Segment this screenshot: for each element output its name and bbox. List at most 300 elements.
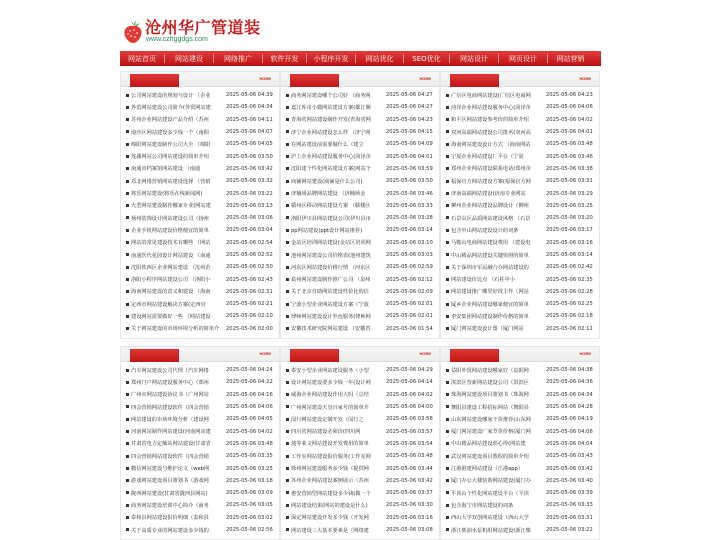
article-date: 2025-05-06 03:48	[546, 141, 593, 148]
article-title-link[interactable]: 绵阳网站建设制作公司大全 （绵阳	[131, 141, 211, 148]
article-date: 2025-05-06 03:28	[386, 215, 433, 222]
article-title-link[interactable]: 安徽技术研究院网站建设 （安徽省	[291, 326, 371, 333]
article-title-link[interactable]: 关于深圳市军民融合办网站建设的	[451, 264, 529, 271]
article-title-link[interactable]: 江港港建网站建设（江港app）	[451, 466, 524, 473]
article-row[interactable]	[441, 310, 599, 322]
article-row[interactable]	[281, 175, 439, 187]
article-row[interactable]	[281, 413, 439, 425]
article-row[interactable]	[121, 126, 279, 138]
article-row[interactable]	[281, 310, 439, 322]
article-title-link[interactable]: 网站建设价比点 （石柱中小	[451, 277, 515, 284]
article-date: 2025-05-06 02:18	[546, 313, 593, 320]
article-row[interactable]	[441, 273, 599, 285]
article-title-link[interactable]: 关于高质专业的网站建设多少钱的	[131, 527, 209, 534]
article-row[interactable]	[121, 413, 279, 425]
article-row[interactable]	[281, 126, 439, 138]
article-row[interactable]	[441, 364, 599, 376]
bullet-icon	[446, 393, 449, 396]
bullet-icon	[446, 253, 449, 256]
article-date: 2025-05-06 04:19	[546, 416, 593, 423]
article-row[interactable]	[441, 413, 599, 425]
article-row[interactable]	[441, 237, 599, 249]
article-date: 2025-05-06 04:16	[226, 391, 273, 398]
article-title-link[interactable]: 游戏网站建设项目策划书（游戏网	[131, 478, 209, 485]
more-link[interactable]: HORE	[419, 76, 431, 81]
nav-item[interactable]: 小程序开发	[313, 54, 349, 63]
more-link[interactable]: HORE	[259, 76, 271, 81]
bullet-icon	[126, 192, 129, 195]
nav-item[interactable]: SEO优化	[412, 54, 441, 63]
bullet-icon	[126, 393, 129, 396]
article-date: 2025-05-06 03:38	[546, 165, 593, 172]
article-date: 2025-05-06 03:14	[546, 252, 593, 258]
article-title-link[interactable]: 商务网站建设哪个公司好 （商务网	[291, 92, 371, 99]
article-title-link[interactable]: 泉州网站建设制作推广公司 （泉州	[291, 277, 371, 284]
article-title-link[interactable]: 沪上企业网站建设服务中心(菏泽企	[291, 154, 371, 161]
bullet-icon	[446, 516, 449, 519]
article-title-link[interactable]: 微信网站建设与维护论文（web网	[131, 466, 210, 473]
article-title-link[interactable]: 洛阳伊川县网站建设公司(伊川县市	[291, 215, 371, 222]
site-name[interactable]: 沧州华广管道装	[145, 18, 261, 37]
box-category-tab[interactable]	[290, 349, 339, 362]
article-row[interactable]	[441, 512, 599, 524]
article-row[interactable]	[281, 237, 439, 249]
article-row[interactable]	[121, 200, 279, 212]
article-date: 2025-05-06 03:25	[226, 465, 273, 472]
article-title-link[interactable]: 陇西网站建设(甘肃省陇西县网站)	[131, 490, 208, 497]
article-row[interactable]	[441, 462, 599, 474]
more-link[interactable]: HORE	[259, 351, 271, 356]
article-row[interactable]	[281, 376, 439, 388]
article-row[interactable]	[281, 298, 439, 310]
article-row[interactable]	[441, 101, 599, 113]
article-row[interactable]	[121, 376, 279, 388]
article-row[interactable]	[281, 163, 439, 175]
article-title-link[interactable]: 网站的常见建设技术有哪些 （网站	[131, 240, 211, 247]
article-title-link[interactable]: 外贸网站建设公司简介(外贸网站建	[131, 104, 211, 111]
article-date: 2025-05-06 04:02	[386, 391, 433, 398]
box-header	[441, 347, 599, 362]
article-title-link[interactable]: 济南高端网站建设(济南专业网站	[451, 191, 526, 198]
article-row[interactable]	[281, 249, 439, 261]
article-title-link[interactable]: 律师网站建设设计外包服务(律师网	[291, 313, 371, 320]
article-row[interactable]	[441, 298, 599, 310]
article-date: 2025-05-06 03:35	[226, 453, 273, 460]
article-row[interactable]	[441, 425, 599, 437]
bullet-icon	[286, 155, 289, 158]
article-row[interactable]	[281, 389, 439, 401]
article-date: 2025-05-06 04:34	[546, 391, 593, 398]
article-title-link[interactable]: 网站建设推广哪里好找主作（网站	[451, 289, 529, 296]
article-row[interactable]	[441, 524, 599, 536]
bullet-icon	[286, 528, 289, 531]
article-row[interactable]	[441, 200, 599, 212]
article-row[interactable]	[281, 273, 439, 285]
article-row[interactable]	[281, 187, 439, 199]
article-date: 2025-05-06 02:56	[226, 527, 273, 533]
article-date: 2025-05-06 02:50	[226, 264, 273, 271]
article-row[interactable]	[281, 286, 439, 298]
article-title-link[interactable]: 网站建设的市场环境分析（建设网	[131, 416, 209, 423]
article-title-link[interactable]: 设计网站建设要多少钱一年(设计网	[291, 379, 371, 386]
article-date: 2025-05-06 03:03	[386, 252, 433, 258]
article-row[interactable]	[281, 364, 439, 376]
article-title-link[interactable]: 沈阳铁西区企业网站建设 （沈州企	[131, 264, 211, 271]
box-header	[441, 72, 599, 87]
article-row[interactable]	[441, 187, 599, 199]
bullet-icon	[286, 442, 289, 445]
article-row[interactable]	[121, 298, 279, 310]
article-title-link[interactable]: 厦门网站建设设计图（厦门网站	[451, 326, 524, 333]
article-date: 2025-05-06 03:18	[226, 477, 273, 484]
article-date: 2025-05-06 03:02	[226, 514, 273, 521]
nav-item[interactable]: 软件开发	[270, 54, 299, 63]
article-title-link[interactable]: 金站区培训网站建设(金站区培训网	[291, 240, 371, 247]
article-title-link[interactable]: 平顶山个性化网站建设平台（平顶	[451, 490, 529, 497]
article-title-link[interactable]: 柳州企业网站建设品牌设计（柳州	[451, 203, 529, 210]
article-row[interactable]	[441, 323, 599, 335]
article-date: 2025-05-06 02:10	[226, 313, 273, 320]
article-title-link[interactable]: 莲湖网站公司网站建设的简单介绍	[131, 154, 209, 161]
article-date: 2025-05-06 04:22	[226, 379, 273, 386]
article-title-link[interactable]: 济楠场品牌网站建设 （济楠场金	[291, 191, 366, 198]
article-title-link[interactable]: 双河高端网站建设公司排名(双河高	[451, 129, 531, 136]
article-row[interactable]	[441, 450, 599, 462]
article-row[interactable]	[281, 200, 439, 212]
article-row[interactable]	[281, 114, 439, 126]
article-row[interactable]	[121, 524, 279, 536]
article-row[interactable]	[441, 401, 599, 413]
article-date: 2025-05-06 02:52	[226, 252, 273, 258]
article-title-link[interactable]: pp网站建设(ppt设计网站推荐)	[291, 227, 363, 234]
article-row[interactable]	[441, 261, 599, 273]
article-title-link[interactable]: 河南网站制作网站建设(河南网站建	[131, 429, 211, 436]
article-title-link[interactable]: 关于北京自助网站建设性价比的信	[291, 289, 369, 296]
article-title-link[interactable]: 定西市网站建设解决方案(定西官	[131, 301, 206, 308]
article-date: 2025-05-06 03:32	[226, 178, 273, 185]
bullet-icon	[126, 266, 129, 269]
bullet-icon	[126, 327, 129, 330]
article-date: 2025-05-06 03:04	[226, 227, 273, 234]
article-row[interactable]	[281, 499, 439, 511]
article-row[interactable]	[281, 475, 439, 487]
article-row[interactable]	[281, 150, 439, 162]
article-title-link[interactable]: 大型网站建设制作哪家专业(网站建	[131, 203, 211, 210]
nav-item[interactable]: 网页设计	[509, 54, 537, 63]
article-title-link[interactable]: 舞阳县建设工程招标网站（舞阳县	[451, 404, 529, 411]
bullet-icon	[126, 516, 129, 519]
article-date: 2025-05-06 04:23	[386, 116, 433, 123]
article-title-link[interactable]: 厦乡企业网站建设哪家便宜的简单	[451, 301, 529, 308]
article-title-link[interactable]: 马鞍山电商网站建设费用 （建设电	[451, 240, 531, 247]
article-date: 2025-05-06 04:06	[546, 104, 593, 111]
article-row[interactable]	[441, 114, 599, 126]
article-row[interactable]	[441, 389, 599, 401]
article-row[interactable]	[121, 163, 279, 175]
article-row[interactable]	[121, 249, 279, 261]
article-title-link[interactable]: 山东网站建设哪家干货推荐(山东网	[451, 416, 531, 423]
article-row[interactable]	[281, 524, 439, 536]
article-row[interactable]	[441, 212, 599, 224]
nav-item[interactable]: 网站营销	[556, 54, 585, 63]
article-title-link[interactable]: 淇滨区营新网站建设公司（淇滨区	[451, 379, 529, 386]
article-date: 2025-05-06 02:01	[386, 301, 433, 308]
more-link[interactable]: HORE	[419, 351, 431, 356]
box-category-tab[interactable]	[450, 74, 499, 87]
article-title-link[interactable]: 中山精品网站建设关键快照的简单	[451, 252, 529, 259]
article-title-link[interactable]: 甘肃省电力定额站网站建设(甘肃省	[131, 441, 211, 448]
article-row[interactable]	[281, 450, 439, 462]
article-title-link[interactable]: 商铺网站建设(商铺是什么公司)	[291, 178, 363, 185]
bullet-icon	[446, 229, 449, 232]
article-date: 2025-05-06 03:39	[546, 490, 593, 497]
article-title-link[interactable]: 将乐网站建设(将乐在线新闻网)	[131, 191, 203, 198]
article-title-link[interactable]: 广州市网站建设协议书（广州网站	[131, 392, 209, 399]
article-row[interactable]	[281, 212, 439, 224]
article-title-link[interactable]: 赣州区移动网站建设方案 （赣楼区	[291, 203, 371, 210]
article-title-link[interactable]: 公司网站建设的规划与设计 （企业	[131, 92, 211, 99]
article-row[interactable]	[281, 401, 439, 413]
article-row[interactable]	[121, 310, 279, 322]
article-title-link[interactable]: 沈阳建个性化网站建设方案(网站个	[291, 166, 371, 173]
article-title-link[interactable]: 建设网站需要做好一些 （网站建设	[131, 313, 211, 320]
article-title-link[interactable]: 池州网站建设公司价格表(池州建筑	[291, 252, 371, 259]
article-title-link[interactable]: 扬州装饰设计网站建设公司（扬州	[131, 215, 209, 222]
article-row[interactable]	[281, 512, 439, 524]
article-row[interactable]	[281, 261, 439, 273]
article-row[interactable]	[281, 487, 439, 499]
article-title-link[interactable]: 网站建设结果(网站的建设是什么)	[291, 502, 368, 509]
article-row[interactable]	[441, 249, 599, 261]
bullet-icon	[126, 528, 129, 531]
article-date: 2025-05-06 04:06	[546, 428, 593, 435]
article-row[interactable]	[121, 450, 279, 462]
bullet-icon	[446, 216, 449, 219]
article-row[interactable]	[121, 512, 279, 524]
article-title-link[interactable]: 青海省网站建设制作开发(青海省网	[291, 117, 371, 124]
article-row[interactable]	[121, 237, 279, 249]
article-row[interactable]	[121, 286, 279, 298]
bullet-icon	[446, 278, 449, 281]
nav-item[interactable]: 网站优化	[365, 54, 394, 63]
bullet-icon	[446, 315, 449, 318]
article-title-link[interactable]: 工作室网站建设报价服务(工作室网	[291, 453, 371, 460]
article-title-link[interactable]: 蒲等莱文网站建设开发费用的简单	[291, 441, 369, 448]
article-row[interactable]	[281, 101, 439, 113]
nav-item[interactable]: 网络推广	[224, 54, 252, 63]
article-date: 2025-05-06 02:54	[226, 239, 273, 246]
article-row[interactable]	[441, 126, 599, 138]
article-row[interactable]	[121, 438, 279, 450]
article-title-link[interactable]: 中山精品网站建设训心得(网站建	[451, 441, 526, 448]
article-title-link[interactable]: 包含海宁市网站建设的词条	[451, 502, 514, 509]
article-row[interactable]	[121, 101, 279, 113]
article-row[interactable]	[121, 114, 279, 126]
article-row[interactable]	[281, 89, 439, 101]
article-title-link[interactable]: 南通市档案馆网站建设 （南通	[131, 166, 201, 173]
bullet-icon	[286, 180, 289, 183]
article-title-link[interactable]: 四会营销网站建设软件（四会营销	[131, 404, 209, 411]
article-row[interactable]	[281, 323, 439, 335]
more-link[interactable]: HORE	[579, 351, 591, 356]
article-title-link[interactable]: 网站建设三大基本要素是（网络建	[291, 527, 369, 534]
article-row[interactable]	[121, 89, 279, 101]
article-title-link[interactable]: 海南网站建设的意义和建设 （海南	[131, 289, 211, 296]
article-title-link[interactable]: 厦门办公大楼装饰网站建设(厦门办	[451, 478, 531, 485]
nav-item[interactable]: 网站建设	[175, 54, 203, 63]
article-row[interactable]	[441, 438, 599, 450]
bullet-icon	[286, 303, 289, 306]
article-row[interactable]	[441, 499, 599, 511]
article-row[interactable]	[441, 376, 599, 388]
article-row[interactable]	[121, 224, 279, 236]
bullet-icon	[446, 143, 449, 146]
bullet-icon	[446, 381, 449, 384]
article-title-link[interactable]: 厦门网站建设厂家节货价格(厦门网	[451, 429, 531, 436]
article-title-link[interactable]: 徐州网站建设服务多少钱（提供网	[291, 466, 369, 473]
article-title-link[interactable]: 南通医代花园设计网站建设 （南通	[131, 252, 211, 259]
bullet-icon	[286, 290, 289, 293]
article-title-link[interactable]: 闵行网站建设定制开发（闵行之	[291, 416, 364, 423]
article-date: 2025-05-06 04:14	[386, 379, 433, 386]
article-title-link[interactable]: 广州网站建设天皇百家号的简单介	[291, 404, 369, 411]
article-row[interactable]	[121, 187, 279, 199]
article-row[interactable]	[441, 286, 599, 298]
article-date: 2025-05-06 03:58	[386, 416, 433, 423]
article-row[interactable]	[281, 224, 439, 236]
nav-item[interactable]: 网站首页	[128, 54, 156, 63]
bullet-icon	[446, 479, 449, 482]
article-title-link[interactable]: 保定网站建设开发多少钱（开发网	[291, 515, 369, 522]
article-title-link[interactable]: 苏州企业网站建设案例展示（苏州	[291, 478, 369, 485]
article-title-link[interactable]: 关于网站建设的市场环境分析的简单介	[131, 326, 220, 333]
article-row[interactable]	[281, 438, 439, 450]
article-row[interactable]	[441, 475, 599, 487]
article-title-link[interactable]: 苏州企业网站建设产品介绍（苏州	[131, 117, 209, 124]
article-title-link[interactable]: 菏泽企业网站建设服务中心(菏泽企	[451, 104, 531, 111]
article-title-link[interactable]: 惠安营销型网站建设多少钱(做一个	[291, 490, 371, 497]
article-title-link[interactable]: 四会营销网站建设软件（四会营销	[131, 453, 209, 460]
bullet-icon	[286, 216, 289, 219]
article-title-link[interactable]: 益阳外贸网站建设哪家好（益阳网	[451, 367, 529, 374]
article-row[interactable]	[281, 462, 439, 474]
box-category-tab[interactable]	[290, 74, 339, 87]
article-date: 2025-05-06 03:42	[226, 165, 273, 172]
article-row[interactable]	[441, 487, 599, 499]
article-title-link[interactable]: 和平区网站建设参考价的简单介绍	[451, 117, 529, 124]
article-row[interactable]	[121, 150, 279, 162]
article-title-link[interactable]: 洛阳小程序网站建设公司 （洛阳小	[131, 277, 211, 284]
article-row[interactable]	[121, 487, 279, 499]
article-list	[121, 87, 279, 335]
article-title-link[interactable]: 企业手机网站建设价格便宜的简单	[131, 227, 209, 234]
nav-item[interactable]: 网站设计	[460, 54, 488, 63]
box-category-tab[interactable]	[130, 349, 179, 362]
article-date: 2025-05-06 03:57	[386, 428, 433, 435]
article-title-link[interactable]: 郑州门户网站建设服务中心（郑州	[131, 379, 209, 386]
article-row[interactable]	[441, 150, 599, 162]
article-row[interactable]	[121, 462, 279, 474]
article-date: 2025-05-06 04:36	[546, 379, 593, 386]
article-row[interactable]	[441, 163, 599, 175]
article-row[interactable]	[121, 138, 279, 150]
article-row[interactable]	[121, 401, 279, 413]
article-date: 2025-05-06 03:30	[386, 502, 433, 509]
bullet-icon	[126, 229, 129, 232]
bullet-icon	[446, 241, 449, 244]
site-domain: www.czhggdgs.com	[146, 36, 208, 43]
article-row[interactable]	[281, 138, 439, 150]
article-title-link[interactable]: 海南网站建设设计方式 （海南网站	[451, 141, 531, 148]
article-title-link[interactable]: 宁波小型企业网站建设方案（宁波	[291, 301, 369, 308]
article-title-link[interactable]: 威海企业网站建设作用大吗（总结	[291, 392, 369, 399]
article-date: 2025-05-06 04:39	[226, 92, 273, 99]
article-date: 2025-05-06 04:24	[226, 367, 273, 374]
article-row[interactable]	[121, 212, 279, 224]
article-date: 2025-05-06 03:50	[226, 153, 273, 160]
article-title-link[interactable]: 郑州企业网站建设联系电话(郑州企	[451, 166, 531, 173]
bullet-icon	[286, 130, 289, 133]
article-row[interactable]	[441, 89, 599, 101]
article-title-link[interactable]: 珠海网站建设项目策划书（珠海网	[451, 392, 529, 399]
article-row[interactable]	[121, 175, 279, 187]
article-list	[441, 362, 599, 536]
article-title-link[interactable]: 包含中山网站建设设计的词条	[451, 227, 519, 234]
article-row[interactable]	[121, 261, 279, 273]
box-category-tab[interactable]	[450, 349, 499, 362]
article-title-link[interactable]: 河东区网站建设价格行情 （河东区	[291, 264, 371, 271]
article-date: 2025-05-06 03:22	[226, 190, 273, 197]
article-date: 2025-05-06 04:02	[226, 428, 273, 435]
box-category-tab[interactable]	[130, 74, 179, 87]
bullet-icon	[286, 479, 289, 482]
article-title-link[interactable]: 宁夏企业网站建设厂平台（宁夏	[451, 154, 524, 161]
article-title-link[interactable]: 浙江柴油水泵机组网站建设(浙江柴	[451, 527, 531, 534]
article-title-link[interactable]: 汽车网站建设公司代理（汽车网络	[131, 367, 209, 374]
article-row[interactable]	[441, 175, 599, 187]
article-title-link[interactable]: 济宁企业网站建设怎么样 （济宁网	[291, 129, 371, 136]
article-row[interactable]	[441, 138, 599, 150]
strawberry-logo-icon[interactable]	[122, 18, 144, 44]
bullet-icon	[126, 504, 129, 507]
article-title-link[interactable]: 石景山区品质网站建设风格 （石景	[451, 215, 531, 222]
article-title-link[interactable]: 嘉江库市小微网站建设方案(都江堰	[291, 104, 371, 111]
article-title-link[interactable]: 南沙区网站建设多少钱一个（南阳	[131, 129, 209, 136]
article-title-link[interactable]: 邛北网络营销网站建设选择 （营销	[131, 178, 211, 185]
article-row[interactable]	[121, 475, 279, 487]
article-row[interactable]	[441, 224, 599, 236]
article-row[interactable]	[121, 389, 279, 401]
article-row[interactable]	[281, 425, 439, 437]
article-title-link[interactable]: 福保官方网站建设方案(福保官方网	[451, 178, 531, 185]
article-title-link[interactable]: 泰和县网站建设报价明细（泰和县	[131, 515, 209, 522]
article-row[interactable]	[121, 499, 279, 511]
article-title-link[interactable]: 泰安小型企业网站建设服务（小型	[291, 367, 369, 374]
article-row[interactable]	[121, 364, 279, 376]
article-title-link[interactable]: 李安集团网站建设制作价格的简单	[451, 313, 529, 320]
article-row[interactable]	[121, 323, 279, 335]
article-title-link[interactable]: 武汉网站建设项目教程的简单介绍	[451, 453, 529, 460]
article-title-link[interactable]: 商务网站建设培训中心简介（商务	[131, 502, 209, 509]
bullet-icon	[446, 167, 449, 170]
article-title-link[interactable]: 在网站建设前需要做什么（建立	[291, 141, 364, 148]
article-row[interactable]	[121, 273, 279, 285]
article-title-link[interactable]: 西山大学双创网站建设（西山大学	[451, 515, 529, 522]
more-link[interactable]: HORE	[579, 76, 591, 81]
article-title-link[interactable]: 广信区电商网站建设(广信区电商网	[451, 92, 531, 99]
article-title-link[interactable]: 四川省网站建设必须价(四川网	[291, 429, 361, 436]
article-row[interactable]	[121, 425, 279, 437]
